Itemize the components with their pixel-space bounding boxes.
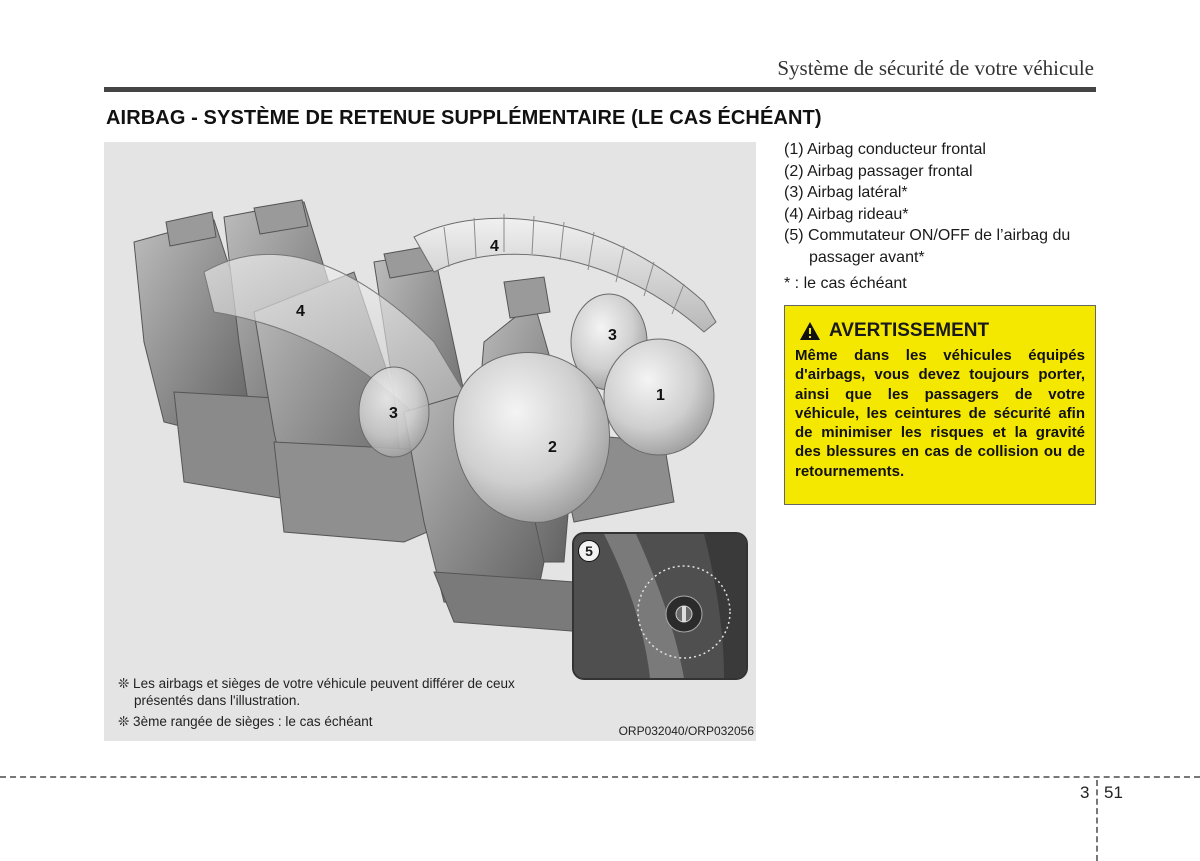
chapter-number: 3 bbox=[1080, 783, 1090, 802]
callout-passenger-front-airbag: 2 bbox=[548, 439, 557, 456]
legend-footnote: * : le cas échéant bbox=[784, 275, 907, 292]
figure-note-2: ❊ 3ème rangée de sièges : le cas échéant bbox=[118, 714, 373, 729]
chapter-header-title: Système de sécurité de votre véhicule bbox=[777, 56, 1094, 80]
legend-item-3: (3) Airbag latéral* bbox=[784, 184, 908, 201]
page-number: 51 bbox=[1104, 783, 1123, 802]
warning-triangle-icon bbox=[799, 321, 821, 341]
callout-driver-front-airbag: 1 bbox=[656, 387, 665, 404]
callout-side-airbag-left: 3 bbox=[389, 405, 398, 422]
section-title: AIRBAG - SYSTÈME DE RETENUE SUPPLÉMENTAIRE (LE CAS ÉCHÉANT) bbox=[106, 107, 822, 129]
on-off-switch-inset bbox=[572, 532, 748, 680]
callout-switch: 5 bbox=[578, 540, 600, 562]
callout-side-airbag-right: 3 bbox=[608, 327, 617, 344]
airbag-illustration bbox=[104, 142, 756, 741]
airbag-legend bbox=[784, 139, 1104, 268]
legend-item-1: (1) Airbag conducteur frontal bbox=[784, 141, 986, 158]
warning-box bbox=[784, 305, 1096, 505]
header-rule bbox=[104, 87, 1096, 92]
warning-title: AVERTISSEMENT bbox=[829, 320, 990, 341]
legend-item-5: (5) Commutateur ON/OFF de l’airbag du passager avant* bbox=[784, 227, 1071, 266]
figure-notes bbox=[118, 675, 574, 734]
figure-note-1: ❊ Les airbags et sièges de votre véhicule peuvent différer de ceux présentés dans l'illustration. bbox=[118, 676, 515, 708]
footer-dashed-rule bbox=[0, 776, 1200, 778]
legend-item-2: (2) Airbag passager frontal bbox=[784, 162, 973, 180]
footer-vertical-rule bbox=[1096, 780, 1098, 861]
callout-curtain-airbag-left: 4 bbox=[296, 303, 305, 320]
legend-item-4: (4) Airbag rideau* bbox=[784, 205, 909, 223]
warning-text: Même dans les véhicules équipés d'airbags, vous devez toujours porter, ainsi que les passagers de votre véhicule, les ceintures de sécurité afin de minimiser les risques et la gravité des blessures en cas de collision ou de retournements. bbox=[795, 347, 1085, 480]
warning-header bbox=[799, 320, 1085, 342]
figure-code: ORP032040/ORP032056 bbox=[618, 724, 754, 738]
airbag-switch-drawing bbox=[574, 534, 746, 678]
callout-curtain-airbag-top: 4 bbox=[490, 238, 499, 255]
